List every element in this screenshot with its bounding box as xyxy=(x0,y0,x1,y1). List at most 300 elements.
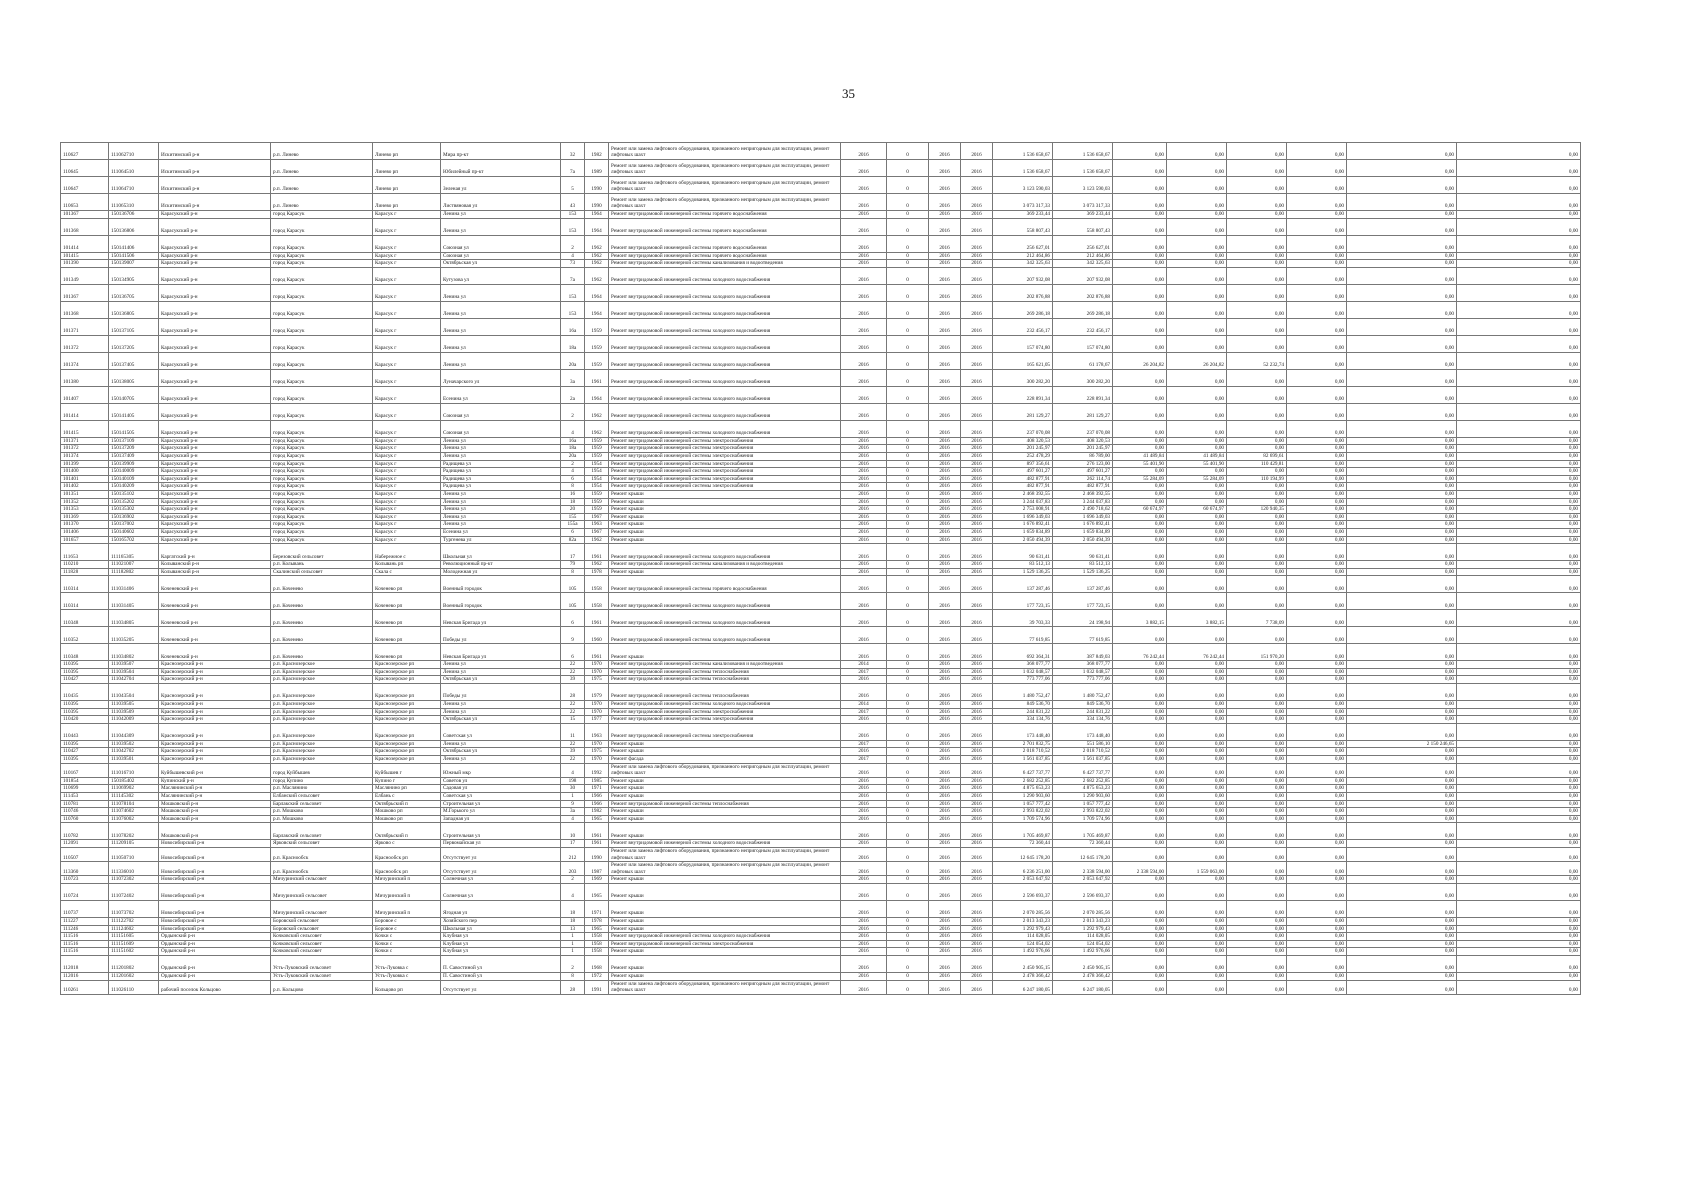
cell-start-year: 2016 xyxy=(929,211,961,219)
cell-cost-a: 0,00 xyxy=(1113,177,1167,194)
cell-record-id: 101402 xyxy=(61,483,109,491)
cell-cost-c: 0,00 xyxy=(1227,568,1287,576)
cell-start-year: 2016 xyxy=(929,420,961,437)
cell-district: Искитимский р-н xyxy=(159,143,271,160)
cell-cost-a: 0,00 xyxy=(1113,900,1167,917)
cell-cost-a: 0,00 xyxy=(1113,840,1167,848)
cell-cost-c: 0,00 xyxy=(1227,716,1287,724)
cell-extra-flag: 0 xyxy=(887,840,929,848)
cell-cost-fund: 1 561 037,85 xyxy=(1053,756,1113,764)
cell-street: Есенина ул xyxy=(441,386,561,403)
cell-street: Мира пр-кт xyxy=(441,143,561,160)
cell-end-year: 2016 xyxy=(961,194,993,211)
cell-plan-year: 2016 xyxy=(841,800,887,808)
cell-cost-d: 0,00 xyxy=(1287,544,1347,561)
cell-total-cost: 408 320,53 xyxy=(993,437,1053,445)
cell-cost-e: 0,00 xyxy=(1347,785,1457,793)
cell-work-type: Ремонт внутридомовой инженерной системы холодного водоснабжения xyxy=(609,544,841,561)
cell-cost-f: 0,00 xyxy=(1457,840,1581,848)
cell-cost-f: 0,00 xyxy=(1457,972,1581,980)
cell-cost-b: 60 674,97 xyxy=(1167,506,1227,514)
cell-plan-year: 2016 xyxy=(841,561,887,569)
cell-house-number: 153 xyxy=(561,284,585,301)
cell-start-year: 2016 xyxy=(929,800,961,808)
cell-cost-b: 0,00 xyxy=(1167,800,1227,808)
cell-cost-d: 0,00 xyxy=(1287,475,1347,483)
cell-record-id: 111516 xyxy=(61,948,109,956)
cell-municipality: р.п. Коченево xyxy=(271,610,373,627)
cell-extra-flag: 0 xyxy=(887,972,929,980)
cell-total-cost: 244 831,22 xyxy=(993,708,1053,716)
cell-build-year: 1961 xyxy=(585,840,609,848)
cell-settlement: Карасук г xyxy=(373,252,441,260)
cell-cost-a: 55 284,09 xyxy=(1113,475,1167,483)
table-row xyxy=(61,593,1581,610)
cell-street: Ленина ул xyxy=(441,506,561,514)
cell-cost-a: 0,00 xyxy=(1113,369,1167,386)
cell-cost-d: 0,00 xyxy=(1287,756,1347,764)
cell-extra-flag: 0 xyxy=(887,235,929,252)
cell-municipality: р.п. Маслянино xyxy=(271,785,373,793)
cell-extra-flag: 0 xyxy=(887,925,929,933)
cell-record-id: 112018 xyxy=(61,955,109,972)
cell-end-year: 2016 xyxy=(961,468,993,476)
cell-settlement: Ярково с xyxy=(373,840,441,848)
cell-house-number: 8 xyxy=(561,568,585,576)
cell-build-year: 1972 xyxy=(585,972,609,980)
cell-cost-fund: 1 032 048,57 xyxy=(1053,668,1113,676)
cell-cost-d: 0,00 xyxy=(1287,483,1347,491)
cell-cost-a: 0,00 xyxy=(1113,808,1167,816)
cell-cost-e: 0,00 xyxy=(1347,708,1457,716)
cell-total-cost: 1 705 469,87 xyxy=(993,823,1053,840)
cell-municipality: р.п. Краснозерское xyxy=(271,756,373,764)
cell-cost-a: 0,00 xyxy=(1113,318,1167,335)
cell-municipality: город Карасук xyxy=(271,211,373,219)
cell-cost-fund: 137 287,46 xyxy=(1053,576,1113,593)
cell-work-type: Ремонт крыши xyxy=(609,777,841,785)
cell-extra-flag: 0 xyxy=(887,847,929,861)
cell-house-number: 4 xyxy=(561,763,585,777)
cell-end-year: 2016 xyxy=(961,386,993,403)
cell-cost-fund: 2 468 392,55 xyxy=(1053,490,1113,498)
cell-end-year: 2016 xyxy=(961,900,993,917)
cell-build-year: 1958 xyxy=(585,933,609,941)
cell-cost-b: 0,00 xyxy=(1167,218,1227,235)
cell-street: Ленина ул xyxy=(441,521,561,529)
cell-end-year: 2016 xyxy=(961,777,993,785)
cell-district: Колыванский р-н xyxy=(159,561,271,569)
cell-cost-fund: 1 659 834,89 xyxy=(1053,528,1113,536)
cell-municipality: город Карасук xyxy=(271,483,373,491)
cell-cost-b: 0,00 xyxy=(1167,490,1227,498)
cell-work-type: Ремонт внутридомовой инженерной системы канализования и водоотведения xyxy=(609,661,841,669)
cell-start-year: 2016 xyxy=(929,955,961,972)
cell-municipality: город Карасук xyxy=(271,460,373,468)
cell-municipality: город Карасук xyxy=(271,528,373,536)
cell-cost-e: 0,00 xyxy=(1347,940,1457,948)
cell-cost-b: 0,00 xyxy=(1167,716,1227,724)
cell-settlement: Краснозерское рп xyxy=(373,723,441,740)
cell-cost-b: 0,00 xyxy=(1167,815,1227,823)
cell-cost-c: 0,00 xyxy=(1227,386,1287,403)
cell-settlement: Краснозерское рп xyxy=(373,756,441,764)
cell-record-id: 101400 xyxy=(61,468,109,476)
cell-street: Первомайская ул xyxy=(441,840,561,848)
cell-cost-fund: 86 789,00 xyxy=(1053,452,1113,460)
cell-street: Тургенева ул xyxy=(441,536,561,544)
cell-record-id: 101351 xyxy=(61,490,109,498)
cell-total-cost: 2 993 822,02 xyxy=(993,808,1053,816)
cell-start-year: 2016 xyxy=(929,235,961,252)
cell-cost-fund: 551 586,10 xyxy=(1053,740,1113,748)
cell-house-code: 150137109 xyxy=(109,437,159,445)
cell-settlement: Карасук г xyxy=(373,211,441,219)
cell-street: Отсутствует ул xyxy=(441,862,561,876)
cell-municipality: Мичуринский сельсовет xyxy=(271,900,373,917)
cell-house-number: 4 xyxy=(561,883,585,900)
cell-end-year: 2016 xyxy=(961,800,993,808)
cell-extra-flag: 0 xyxy=(887,876,929,884)
cell-work-type: Ремонт внутридомовой инженерной системы теплоснабжения xyxy=(609,800,841,808)
cell-cost-fund: 6 427 737,77 xyxy=(1053,763,1113,777)
cell-district: Карасукский р-н xyxy=(159,335,271,352)
cell-district: Маслянинский р-н xyxy=(159,793,271,801)
cell-cost-fund: 558 807,43 xyxy=(1053,218,1113,235)
cell-district: Карасукский р-н xyxy=(159,513,271,521)
cell-extra-flag: 0 xyxy=(887,740,929,748)
cell-record-id: 110627 xyxy=(61,143,109,160)
cell-build-year: 1964 xyxy=(585,301,609,318)
cell-work-type: Ремонт или замена лифтового оборудования, признанного непригодным для эксплуатации, ремонт лифтовых шахт xyxy=(609,177,841,194)
cell-record-id: 110395 xyxy=(61,708,109,716)
cell-district: Краснозерский р-н xyxy=(159,716,271,724)
cell-end-year: 2016 xyxy=(961,475,993,483)
cell-district: Ордынский р-н xyxy=(159,972,271,980)
cell-settlement: Краснообск рп xyxy=(373,847,441,861)
cell-extra-flag: 0 xyxy=(887,468,929,476)
cell-cost-a: 0,00 xyxy=(1113,716,1167,724)
cell-cost-a: 0,00 xyxy=(1113,708,1167,716)
table-row xyxy=(61,800,1581,808)
cell-work-type: Ремонт внутридомовой инженерной системы электроснабжения xyxy=(609,716,841,724)
cell-settlement: Краснозерское рп xyxy=(373,661,441,669)
cell-cost-a: 0,00 xyxy=(1113,218,1167,235)
cell-build-year: 1962 xyxy=(585,235,609,252)
cell-street: Ленина ул xyxy=(441,437,561,445)
cell-end-year: 2016 xyxy=(961,420,993,437)
cell-house-code: 111165305 xyxy=(109,544,159,561)
cell-build-year: 1964 xyxy=(585,211,609,219)
cell-cost-fund: 232 456,17 xyxy=(1053,318,1113,335)
cell-total-cost: 2 753 008,91 xyxy=(993,506,1053,514)
cell-street: Ленина ул xyxy=(441,211,561,219)
cell-total-cost: 137 287,46 xyxy=(993,576,1053,593)
cell-street: Строительная ул xyxy=(441,823,561,840)
cell-cost-a: 0,00 xyxy=(1113,301,1167,318)
cell-cost-f: 0,00 xyxy=(1457,352,1581,369)
cell-street: Хозяйского пер xyxy=(441,917,561,925)
table-row xyxy=(61,561,1581,569)
cell-extra-flag: 0 xyxy=(887,610,929,627)
cell-district: Ордынский р-н xyxy=(159,940,271,948)
cell-extra-flag: 0 xyxy=(887,452,929,460)
cell-build-year: 1954 xyxy=(585,460,609,468)
cell-cost-e: 0,00 xyxy=(1347,883,1457,900)
table-row xyxy=(61,823,1581,840)
cell-settlement: Карасук г xyxy=(373,490,441,498)
cell-house-number: 2 xyxy=(561,235,585,252)
cell-cost-c: 0,00 xyxy=(1227,972,1287,980)
cell-municipality: р.п. Краснозерское xyxy=(271,716,373,724)
cell-house-code: 111069902 xyxy=(109,785,159,793)
cell-cost-a: 0,00 xyxy=(1113,933,1167,941)
cell-cost-a: 0,00 xyxy=(1113,823,1167,840)
cell-cost-e: 0,00 xyxy=(1347,684,1457,701)
cell-cost-c: 110 429,81 xyxy=(1227,460,1287,468)
cell-cost-fund: 281 129,27 xyxy=(1053,403,1113,420)
table-row xyxy=(61,701,1581,709)
cell-cost-e: 0,00 xyxy=(1347,235,1457,252)
cell-cost-b: 0,00 xyxy=(1167,980,1227,994)
table-row xyxy=(61,475,1581,483)
cell-extra-flag: 0 xyxy=(887,763,929,777)
cell-extra-flag: 0 xyxy=(887,661,929,669)
cell-extra-flag: 0 xyxy=(887,284,929,301)
cell-municipality: город Карасук xyxy=(271,403,373,420)
cell-municipality: Усть-Луковский сельсовет xyxy=(271,955,373,972)
cell-settlement: Линево рп xyxy=(373,177,441,194)
cell-cost-d: 0,00 xyxy=(1287,403,1347,420)
cell-extra-flag: 0 xyxy=(887,823,929,840)
cell-total-cost: 173 448,40 xyxy=(993,723,1053,740)
cell-end-year: 2016 xyxy=(961,627,993,644)
cell-street: Ленина ул xyxy=(441,452,561,460)
cell-house-code: 111031405 xyxy=(109,593,159,610)
cell-cost-e: 0,00 xyxy=(1347,536,1457,544)
cell-cost-c: 0,00 xyxy=(1227,468,1287,476)
cell-end-year: 2016 xyxy=(961,506,993,514)
cell-cost-fund: 24 198,94 xyxy=(1053,610,1113,627)
cell-municipality: Мичуринский сельсовет xyxy=(271,883,373,900)
cell-cost-f: 0,00 xyxy=(1457,876,1581,884)
cell-total-cost: 2 050 494,39 xyxy=(993,536,1053,544)
cell-cost-d: 0,00 xyxy=(1287,490,1347,498)
cell-settlement: Маслянино рп xyxy=(373,785,441,793)
cell-record-id: 111246 xyxy=(61,925,109,933)
cell-extra-flag: 0 xyxy=(887,386,929,403)
cell-extra-flag: 0 xyxy=(887,627,929,644)
cell-cost-c: 0,00 xyxy=(1227,260,1287,268)
cell-cost-fund: 2 018 710,52 xyxy=(1053,748,1113,756)
cell-district: Коченевский р-н xyxy=(159,593,271,610)
cell-district: Коченевский р-н xyxy=(159,644,271,661)
cell-settlement: Краснозерское рп xyxy=(373,708,441,716)
cell-municipality: город Карасук xyxy=(271,352,373,369)
cell-plan-year: 2016 xyxy=(841,676,887,684)
table-row xyxy=(61,840,1581,848)
cell-cost-e: 0,00 xyxy=(1347,452,1457,460)
cell-house-code: 111072302 xyxy=(109,876,159,884)
cell-house-code: 150141405 xyxy=(109,403,159,420)
cell-cost-b: 41 489,84 xyxy=(1167,452,1227,460)
cell-cost-f: 0,00 xyxy=(1457,445,1581,453)
cell-municipality: город Карасук xyxy=(271,420,373,437)
cell-cost-d: 0,00 xyxy=(1287,452,1347,460)
cell-cost-b: 0,00 xyxy=(1167,793,1227,801)
cell-total-cost: 773 777,06 xyxy=(993,676,1053,684)
cell-cost-e: 0,00 xyxy=(1347,862,1457,876)
cell-district: Карасукский р-н xyxy=(159,521,271,529)
cell-district: Колыванский р-н xyxy=(159,568,271,576)
cell-work-type: Ремонт крыши xyxy=(609,972,841,980)
table-row xyxy=(61,490,1581,498)
cell-house-number: 203 xyxy=(561,862,585,876)
cell-cost-c: 0,00 xyxy=(1227,948,1287,956)
cell-start-year: 2016 xyxy=(929,335,961,352)
cell-end-year: 2016 xyxy=(961,460,993,468)
cell-start-year: 2016 xyxy=(929,143,961,160)
table-row xyxy=(61,386,1581,403)
cell-work-type: Ремонт внутридомовой инженерной системы электроснабжения xyxy=(609,437,841,445)
cell-build-year: 1959 xyxy=(585,437,609,445)
cell-cost-e: 0,00 xyxy=(1347,756,1457,764)
cell-house-code: 150134905 xyxy=(109,267,159,284)
cell-settlement: Карасук г xyxy=(373,386,441,403)
cell-house-code: 111042009 xyxy=(109,716,159,724)
cell-cost-c: 0,00 xyxy=(1227,723,1287,740)
cell-municipality: Боровской сельсовет xyxy=(271,925,373,933)
cell-cost-e: 0,00 xyxy=(1347,561,1457,569)
cell-plan-year: 2016 xyxy=(841,627,887,644)
cell-record-id: 110348 xyxy=(61,610,109,627)
table-row xyxy=(61,917,1581,925)
cell-cost-a: 0,00 xyxy=(1113,627,1167,644)
cell-extra-flag: 0 xyxy=(887,917,929,925)
cell-settlement: Мошково рп xyxy=(373,808,441,816)
cell-total-cost: 1 536 658,67 xyxy=(993,143,1053,160)
cell-house-code: 150141406 xyxy=(109,235,159,252)
cell-cost-b: 0,00 xyxy=(1167,933,1227,941)
cell-cost-fund: 2 338 594,00 xyxy=(1053,862,1113,876)
cell-cost-d: 0,00 xyxy=(1287,468,1347,476)
cell-street: Военный городок xyxy=(441,593,561,610)
cell-cost-e: 0,00 xyxy=(1347,627,1457,644)
cell-cost-c: 0,00 xyxy=(1227,925,1287,933)
cell-work-type: Ремонт внутридомовой инженерной системы холодного водоснабжения xyxy=(609,335,841,352)
cell-extra-flag: 0 xyxy=(887,544,929,561)
table-row xyxy=(61,740,1581,748)
cell-work-type: Ремонт или замена лифтового оборудования, признанного непригодным для эксплуатации, ремонт лифтовых шахт xyxy=(609,862,841,876)
cell-plan-year: 2016 xyxy=(841,483,887,491)
cell-district: Карасукский р-н xyxy=(159,528,271,536)
cell-total-cost: 2 682 252,85 xyxy=(993,777,1053,785)
cell-total-cost: 497 601,27 xyxy=(993,468,1053,476)
cell-cost-a: 0,00 xyxy=(1113,785,1167,793)
cell-cost-f: 0,00 xyxy=(1457,701,1581,709)
cell-plan-year: 2016 xyxy=(841,513,887,521)
cell-district: Карасукский р-н xyxy=(159,267,271,284)
cell-cost-b: 0,00 xyxy=(1167,235,1227,252)
cell-total-cost: 482 877,91 xyxy=(993,475,1053,483)
cell-plan-year: 2016 xyxy=(841,498,887,506)
cell-cost-c: 0,00 xyxy=(1227,980,1287,994)
cell-cost-e: 0,00 xyxy=(1347,748,1457,756)
cell-settlement: Карасук г xyxy=(373,460,441,468)
cell-end-year: 2016 xyxy=(961,593,993,610)
table-row xyxy=(61,403,1581,420)
cell-house-number: 11 xyxy=(561,723,585,740)
cell-house-code: 111039509 xyxy=(109,708,159,716)
cell-work-type: Ремонт или замена лифтового оборудования, признанного непригодным для эксплуатации, ремонт лифтовых шахт xyxy=(609,160,841,177)
cell-street: Ленина ул xyxy=(441,701,561,709)
cell-end-year: 2016 xyxy=(961,568,993,576)
cell-house-code: 111124602 xyxy=(109,925,159,933)
cell-work-type: Ремонт внутридомовой инженерной системы электроснабжения xyxy=(609,940,841,948)
cell-house-code: 150137405 xyxy=(109,352,159,369)
cell-district: Карасукский р-н xyxy=(159,235,271,252)
cell-cost-f: 0,00 xyxy=(1457,475,1581,483)
cell-district: Карасукский р-н xyxy=(159,420,271,437)
cell-district: Краснозерский р-н xyxy=(159,676,271,684)
cell-street: Ленина ул xyxy=(441,513,561,521)
cell-house-number: 10 xyxy=(561,823,585,840)
cell-plan-year: 2016 xyxy=(841,847,887,861)
cell-settlement: Боровое с xyxy=(373,917,441,925)
cell-cost-fund: 177 723,15 xyxy=(1053,593,1113,610)
cell-work-type: Ремонт крыши xyxy=(609,917,841,925)
cell-cost-c: 0,00 xyxy=(1227,561,1287,569)
cell-house-number: 43 xyxy=(561,194,585,211)
cell-cost-a: 0,00 xyxy=(1113,513,1167,521)
table-row xyxy=(61,460,1581,468)
cell-cost-fund: 90 631,41 xyxy=(1053,544,1113,561)
cell-plan-year: 2014 xyxy=(841,661,887,669)
cell-extra-flag: 0 xyxy=(887,143,929,160)
cell-work-type: Ремонт крыши xyxy=(609,925,841,933)
cell-street: Ленина ул xyxy=(441,490,561,498)
cell-plan-year: 2016 xyxy=(841,544,887,561)
cell-settlement: Карасук г xyxy=(373,468,441,476)
cell-end-year: 2016 xyxy=(961,445,993,453)
cell-record-id: 110782 xyxy=(61,823,109,840)
cell-cost-f: 0,00 xyxy=(1457,793,1581,801)
cell-start-year: 2016 xyxy=(929,808,961,816)
cell-house-code: 111064510 xyxy=(109,160,159,177)
cell-municipality: р.п. Линево xyxy=(271,177,373,194)
cell-house-code: 150141505 xyxy=(109,420,159,437)
cell-cost-d: 0,00 xyxy=(1287,883,1347,900)
cell-settlement: Елбань с xyxy=(373,793,441,801)
cell-settlement: Кочки с xyxy=(373,948,441,956)
cell-start-year: 2016 xyxy=(929,483,961,491)
cell-cost-a: 0,00 xyxy=(1113,235,1167,252)
cell-extra-flag: 0 xyxy=(887,490,929,498)
cell-record-id: 101353 xyxy=(61,506,109,514)
cell-house-number: 4 xyxy=(561,252,585,260)
cell-cost-f: 0,00 xyxy=(1457,716,1581,724)
cell-start-year: 2016 xyxy=(929,369,961,386)
cell-plan-year: 2016 xyxy=(841,143,887,160)
cell-end-year: 2016 xyxy=(961,785,993,793)
cell-cost-f: 0,00 xyxy=(1457,940,1581,948)
cell-end-year: 2016 xyxy=(961,267,993,284)
cell-build-year: 1982 xyxy=(585,143,609,160)
table-row xyxy=(61,498,1581,506)
cell-total-cost: 1 659 834,89 xyxy=(993,528,1053,536)
cell-extra-flag: 0 xyxy=(887,756,929,764)
cell-cost-a: 0,00 xyxy=(1113,661,1167,669)
